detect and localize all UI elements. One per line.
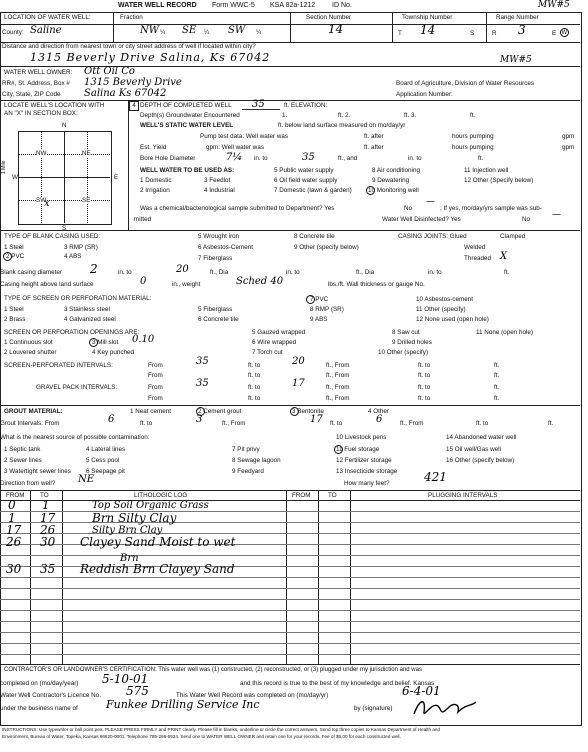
section-number-label: Section Number (306, 14, 352, 21)
log-row-from: 17 (6, 523, 22, 537)
grout-to1: 3 (196, 414, 203, 425)
log-header-from2: FROM (292, 492, 311, 499)
record-completed-value: 6-4-01 (402, 684, 441, 698)
perf-to-value: 20 (292, 356, 305, 367)
range-label: Range Number (496, 14, 539, 21)
log-row-from: 1 (8, 511, 16, 525)
casing-to-value: 20 (176, 264, 189, 275)
locate-number-box: 4 (129, 101, 139, 111)
township-label: Township Number (402, 14, 453, 21)
depth-value: 35 (252, 99, 265, 110)
screen-label: TYPE OF SCREEN OR PERFORATION MATERIAL: (4, 295, 152, 302)
log-row-to: 30 (40, 535, 56, 549)
section-box (18, 131, 112, 225)
quad-ne: NE (82, 150, 91, 157)
locate-label2: AN "X" IN SECTION BOX: (4, 110, 78, 117)
license-value: 575 (126, 684, 149, 698)
howmany-value: 421 (424, 470, 447, 484)
grout-from2: 17 (310, 414, 323, 425)
gravel-from-value: 35 (196, 378, 209, 389)
water-well-record-form: WATER WELL RECORD Form WWC-5 KSA 82a-1212 ID No. MW#5 LOCATION OF WATER WELL: County: Saline Fraction NW ¼ SE ¼ SW ¼ Section Number 14 Township Number T 14 S Range Number R 3 E W Distance and direction from nearest town or city street address of well if located within city? 1315 Beverly Drive Salina, Ks 67042 MW#5 WATER WELL OWNER: Ott Oil Co RR#, St. Address, Box # 1315 Beverly Drive City, State, ZIP Code Salina Ks 67042 Board of Agriculture, Division of Water Resources Application Number: LOCATE WELL'S LOCATION WITH AN "X" IN SECTION BOX: 4 N S W E NW NE SW SE x 1 Mile DEPTH OF COMPLETED WELL 35 ft. ELEVATION: Depth(s) Groundwater Encountered 1. ft. 2. ft. 3. ft. WELL'S STATIC WATER LEVEL ft. below land surface measured on mo/day/yr Pump test data: Well water was ft. after hours pumping gpm Est. Yield gpm: Well water was ft. after hours pumping gpm Bore Hole Diameter 7¼ in. to 35 ft., and in. to ft. WELL WATER TO BE USED AS: 5 Public water supply 8 Air conditioning 11 Injection well 1 Domestic 3 Feedlot 6 Oil field water supply 9 Dewatering 12 Other (Specify below) 2 Irrigation 4 Industrial 7 Domestic (lawn & garden) 10 Monitoring well Was a chemical/bacteriological sample submitted to Department? Yes No ; If yes, mo/day/yrs sample was sub- — mitted Water Well Disinfected? Yes No — TYPE OF BLANK CASING USED: 1 Steel 3 RMP (SR) 5 Wrought iron 8 Concrete tile CASING JOINTS: Glued Clamped 2 PVC 4 ABS 6 Asbestos-Cement 9 Other (specify below) Welded 7 Fiberglass Threaded X Blank casing diameter 2 in. to 20 ft., Dia in. to ft., Dia in. to ft. Casing height above land surface 0 in., weight Sched 40 lbs./ft. Wall thickness or gauge No. TYPE OF SCREEN OR PERFORATION MATERIAL: 1 Steel 3 Stainless steel 5 Fiberglass 7 PVC 10 Asbestos-cement 2 Brass 4 Galvanized steel 6 Concrete tile 8 RMP (SR) 11 Other (specify) 9 ABS 12 None used (open hole) SCREEN OR PERFORATION OPENINGS ARE: 1 Continuous slot 3 Mill slot 0.10 5 Gauzed wrapped 8 Saw cut 11 None (open hole) 2 Louvered shutter 4 Key punched 6 Wire wrapped 9 Drilled holes 7 Torch cut 10 Other (specify) SCREEN-PERFORATED INTERVALS: From 35 ft. to 20 ft., From ft. to ft. From ft. to ft., From ft. to ft. GRAVEL PACK INTERVALS: From 35 ft. to 17 ft., From ft. to ft. From ft. to ft., From ft. to ft. GROUT MATERIAL: 1 Neat cement 2 Cement grout 3 Bentonite 4 Other Grout Intervals: From 6 ft. to 3 ft., From 17 ft. to 6 ft., From ft. to ft. What is the nearest source of possible contamination: 10 Livestock pens 14 Abandoned water well 1 Septic tank 4 Lateral lines 7 Pit privy 11 Fuel storage 15 Oil well/Gas well 2 Sewer lines 5 Cess pool 8 Sewage lagoon 12 Fertilizer storage 16 Other (specify below) 3 Watertight sewer lines 6 Seepage pit 9 Feedyard 13 Insecticide storage Direction from well? NE How many feet? 421 FROM TO LITHOLOGIC LOG FROM TO PLUGGING INTERVALS 0 1 Top Soil Organic Grass 1 17 Brn Silty Clay 17 26 Silty Brn Clay 26 30 Clayey Sand Moist to wet Brn 30 35 Reddish Brn Clayey Sand CONTRACTOR'S OR LANDOWNER'S CERTIFICATION: This water well was (1) constructed, (2) reconstructed, or (3) plugged under my jurisdiction and was completed on (mo/day/year) 5-10-01 and this record is true to the best of my knowledge and belief. Kansas Water Well Contractor's Licence No. 575 This Water Well Record was completed on (mo/day/yr) 6-4-01 under the business name of Funkee Drilling Service Inc by (signature) INSTRUCTIONS: Use typewriter or ball point pen. PLEASE PRESS FIRMLY and PRINT clearly. Please fill in blanks, underline or circle the correct answers. Send top three copies to Kansas Department of Health and Environment, Bureau of Water, Topeka, Kansas 66620-0001. Telephone 785-296-5524. Send one to WATER WELL OWNER and retain one for your records. Fee of $5.00 for each constructed well. (0, 0, 588, 752)
log-row-desc: Top Soil Organic Grass (92, 500, 209, 511)
log-header-plugging: PLUGGING INTERVALS (428, 492, 498, 499)
log-row-desc: Reddish Brn Clayey Sand (80, 562, 235, 576)
casing-height-label: Casing height above land surface (0, 281, 94, 288)
fraction-label: Fraction (120, 14, 143, 21)
quad-nw: NW (36, 150, 47, 157)
form-frame (0, 12, 582, 726)
static-label: WELL'S STATIC WATER LEVEL (140, 122, 234, 129)
casing-height-value: 0 (140, 276, 147, 287)
bore-to-value: 35 (302, 152, 315, 163)
groundwater-label: Depth(s) Groundwater Encountered (140, 112, 240, 119)
log-header-to2: TO (328, 492, 337, 499)
grout-intervals-label: Grout Intervals: From (0, 420, 60, 427)
log-header-from: FROM (6, 492, 25, 499)
mile-label: 1 Mile (1, 160, 7, 174)
quad-sw: SW (36, 197, 47, 204)
log-row-from: 0 (8, 498, 16, 512)
perf-from-value: 35 (196, 356, 209, 367)
casing-diameter-value: 2 (90, 262, 98, 276)
pump-test-label: Pump test data: Well water was (200, 133, 289, 140)
perf-intervals-label: SCREEN-PERFORATED INTERVALS: (4, 362, 113, 369)
bore-value: 7¼ (226, 152, 243, 163)
howmany-label: How many feet? (344, 480, 390, 487)
owner-addr-value: 1315 Beverly Drive (84, 77, 182, 88)
location-title: LOCATION OF WATER WELL: (4, 14, 91, 21)
distance-tag: MW#5 (500, 55, 532, 65)
fraction-se: SE (182, 25, 197, 36)
county-label: County: (2, 29, 24, 36)
business-value: Funkee Drilling Service Inc (106, 698, 260, 711)
log-row-desc: Clayey Sand Moist to wet (80, 535, 236, 549)
log-row-to: 17 (40, 511, 56, 525)
signature-scribble (410, 694, 480, 720)
gravel-to-value: 17 (292, 378, 305, 389)
chem-question: Was a chemical/bacteriological sample submitted to Department? Yes (140, 205, 335, 212)
ksa-number: KSA 82a-1212 (270, 2, 316, 9)
county-value: Saline (30, 25, 62, 36)
cert-line1: CONTRACTOR'S OR LANDOWNER'S CERTIFICATION: This water well was (1) constructed, (2) reconstructed, or (3) plugged under my jurisdiction and was (4, 667, 422, 673)
fraction-nw: NW (140, 25, 160, 36)
well-x-mark: x (44, 198, 50, 209)
top-right-handwritten: MW#5 (538, 0, 570, 10)
signature-label: by (signature) (354, 705, 393, 712)
compass-w: W (12, 174, 18, 181)
log-row-to: 26 (40, 523, 56, 537)
township-value: 14 (420, 23, 436, 37)
grout-to2: 6 (376, 414, 383, 425)
completed-label: completed on (mo/day/year) (0, 680, 79, 687)
instructions-line2: Environment, Bureau of Water, Topeka, Kansas 66620-0001. Telephone 785-296-5524. Send one to WATER WELL OWNER and retain one for your records. Fee of $5.00 for each constructed well. (2, 734, 401, 739)
use-label: WELL WATER TO BE USED AS: (140, 167, 235, 174)
form-title: WATER WELL RECORD (118, 2, 197, 9)
depth-label: DEPTH OF COMPLETED WELL (140, 102, 232, 109)
business-label: under the business name of (0, 705, 78, 712)
form-number: Form WWC-5 (212, 2, 255, 9)
grout-label: GROUT MATERIAL: (4, 408, 63, 415)
log-row-desc: Brn Silty Clay (92, 511, 177, 525)
log-row-to: 1 (42, 498, 50, 512)
grout-from1: 6 (108, 414, 115, 425)
casing-diameter-label: Blank casing diameter (0, 269, 62, 276)
quad-se: SE (82, 197, 91, 204)
disinfected-question: Water Well Disinfected? Yes (382, 216, 461, 223)
locate-label: LOCATE WELL'S LOCATION WITH (4, 102, 105, 109)
owner-label: WATER WELL OWNER: (4, 69, 73, 76)
owner-name: Ott Oil Co (84, 66, 135, 77)
log-row-desc: Brn (120, 553, 139, 564)
application-number-label: Application Number: (396, 91, 453, 98)
fraction-sw: SW (228, 25, 246, 36)
compass-n: N (62, 122, 67, 129)
distance-value: 1315 Beverly Drive Salina, Ks 67042 (30, 51, 271, 64)
gravel-intervals-label: GRAVEL PACK INTERVALS: (36, 384, 118, 391)
owner-city-value: Salina Ks 67042 (84, 88, 167, 99)
owner-addr-label: RR#, St. Address, Box # (2, 80, 70, 87)
log-header-to: TO (40, 492, 49, 499)
direction-value: NE (78, 474, 95, 485)
id-label: ID No. (332, 2, 352, 9)
log-row-from: 26 (6, 535, 22, 549)
contamination-label: What is the nearest source of possible contamination: (0, 434, 150, 441)
mill-slot-value: 0.10 (132, 334, 155, 345)
completed-value: 5-10-01 (102, 672, 149, 686)
license-label: Water Well Contractor's Licence No. (0, 692, 101, 699)
direction-label: Direction from well? (0, 480, 56, 487)
openings-label: SCREEN OR PERFORATION OPENINGS ARE: (4, 329, 140, 336)
compass-s: S (62, 225, 67, 232)
casing-weight-value: Sched 40 (236, 276, 284, 287)
casing-label: TYPE OF BLANK CASING USED: (4, 233, 101, 240)
section-number-value: 14 (328, 22, 344, 36)
bore-label: Bore Hole Diameter (140, 155, 196, 162)
record-completed-label: This Water Well Record was completed on (mo/day/yr) (176, 692, 329, 699)
range-value: 3 (518, 23, 526, 37)
est-yield-label: Est. Yield (140, 144, 167, 151)
log-row-to: 35 (40, 562, 56, 576)
log-row-desc: Silty Brn Clay (92, 525, 163, 536)
instructions-line1: INSTRUCTIONS: Use typewriter or ball point pen. PLEASE PRESS FIRMLY and PRINT clearly. Please fill in blanks, underline or circle the correct answers. Send top three copies to Kansas Department of Health and (2, 727, 441, 732)
log-row-from: 30 (6, 562, 22, 576)
log-header-litho: LITHOLOGIC LOG (134, 492, 188, 499)
board-text: Board of Agriculture, Division of Water Resources (396, 80, 535, 87)
compass-e: E (114, 174, 119, 181)
distance-label: Distance and direction from nearest town or city street address of well if located within city? (2, 43, 256, 50)
owner-city-label: City, State, ZIP Code (2, 91, 61, 98)
